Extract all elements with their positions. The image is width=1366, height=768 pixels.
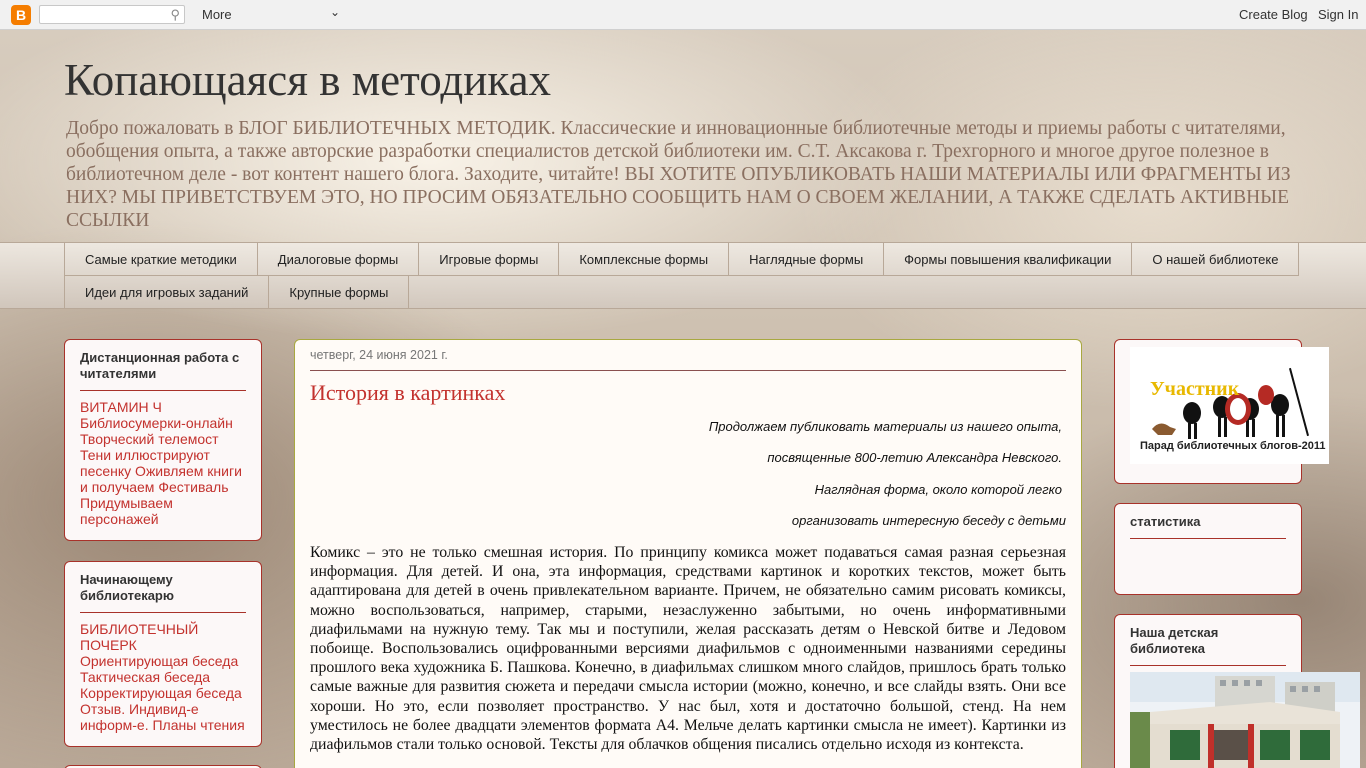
tab-short-methods[interactable]: Самые краткие методики (64, 243, 258, 276)
widget-remote-work (64, 339, 262, 541)
tab-game-forms[interactable]: Игровые формы (419, 243, 559, 276)
post-intro-line: Продолжаем публиковать материалы из нашего опыта, (708, 419, 1062, 434)
widget-beginner-librarian (64, 561, 262, 747)
divider (1130, 538, 1286, 539)
tab-dialog-forms[interactable]: Диалоговые формы (258, 243, 419, 276)
badge-bottom-text: Парад библиотечных блогов-2011 (1140, 440, 1326, 452)
library-photo[interactable] (1130, 672, 1360, 768)
post-date: четверг, 24 июня 2021 г. (310, 348, 448, 362)
create-blog-link[interactable]: Create Blog (1239, 7, 1308, 22)
tab-game-ideas[interactable]: Идеи для игровых заданий (64, 276, 269, 309)
search-icon[interactable]: ⚲ (170, 7, 180, 22)
pages-menu (0, 242, 1366, 309)
blog-description: Добро пожаловать в БЛОГ БИБЛИОТЕЧНЫХ МЕТОДИК. Классические и инновационные библиотечные методы и приемы работы с читателями, обобщения опыта, а также авторские разработки специалистов детской библиотеки им. С.Т. Аксакова г. Трехгорного и многое другое полезное в библиотечном деле - вот контент нашего блога. Заходите, читайте! ВЫ ХОТИТЕ ОПУБЛИКОВАТЬ НАШИ МАТЕРИАЛЫ ИЛИ ФРАГМЕНТЫ ИЗ НИХ? МЫ ПРИВЕТСТВУЕМ ЭТО, НО ПРОСИМ ОБЯЗАТЕЛЬНО СООБЩИТЬ НАМ О СВОЕМ ЖЕЛАНИИ, А ТАКЖЕ СДЕЛАТЬ АКТИВНЫЕ ССЫЛКИ (66, 118, 1291, 231)
widget-links[interactable]: ВИТАМИН Ч Библиосумерки-онлайн Творческий телемост Тени иллюстрируют песенку Оживляем книги и получаем Фестиваль Придумываем персонажей (80, 399, 242, 527)
widget-title: Наша детская библиотека (1130, 625, 1219, 656)
tab-large-forms[interactable]: Крупные формы (269, 276, 409, 309)
more-dropdown[interactable]: More (202, 7, 232, 22)
blog-post (294, 339, 1082, 768)
library-building-image (1130, 672, 1360, 768)
widget-title: статистика (1130, 514, 1201, 529)
divider (1130, 665, 1286, 666)
post-intro-line: организовать интересную беседу с детьми (791, 513, 1066, 528)
blogger-navbar (0, 0, 1366, 30)
blog-title[interactable]: Копающаяся в методиках (64, 55, 552, 105)
badge-top-text: Участник (1150, 378, 1240, 400)
blog-parade-badge-image[interactable] (1130, 347, 1329, 464)
post-intro-line: посвященные 800-летию Александра Невского. (767, 450, 1062, 465)
divider (80, 390, 246, 391)
badge-illustration (1130, 347, 1329, 464)
divider (80, 612, 246, 613)
blogger-logo-icon[interactable]: B (11, 5, 31, 25)
chevron-down-icon[interactable]: ⌄ (330, 5, 341, 19)
divider (310, 370, 1066, 371)
tab-complex-forms[interactable]: Комплексные формы (559, 243, 729, 276)
sign-in-link[interactable]: Sign In (1318, 7, 1359, 22)
widget-title: Дистанционная работа с читателями (80, 350, 240, 381)
search-input[interactable] (39, 5, 185, 24)
post-title[interactable]: История в картинках (310, 380, 506, 405)
tab-qualification-forms[interactable]: Формы повышения квалификации (884, 243, 1132, 276)
widget-statistics (1114, 503, 1302, 595)
post-body: Комикс – это не только смешная история. По принципу комикса может подаваться самая разная серьезная информация. Для детей. И она, эта информация, средствами картинок и коротких текстов, может быть адаптирована для детей в очень привлекательном варианте. Причем, не обязательно самим рисовать комиксы, можно воспользоваться, например, старыми, незаслуженно забытыми, но очень информативными диафильмами на нужную тему. Так мы и поступили, желая рассказать детям о Невской битве и Ледовом побоище. Воспользовались оцифрованными версиями диафильмов с одноименными названиями середины прошлого века художника Б. Пашкова. Конечно, в диафильмах слишком много слайдов, пришлось брать только самые важные для развития сюжета и передачи смысла истории (можно, конечно, и все слайды взять. Они все хороши. Но это, если позволяет пространство. У нас был, хотя и достаточно большой, стенд. На нем уместилось не более двадцати элементов формата А4. Мельче делать картинки смысла не имеет). Картинки из диафильмов стали только основой. Тексты для облачков общения писались отдельно исходя из контекста. (310, 544, 1066, 754)
widget-links[interactable]: БИБЛИОТЕЧНЫЙ ПОЧЕРК Ориентирующая беседа Тактическая беседа Корректирующая беседа Отзыв. Индивид-е информ-е. Планы чтения (80, 621, 245, 733)
tab-visual-forms[interactable]: Наглядные формы (729, 243, 884, 276)
tabs-row-2 (64, 276, 409, 309)
widget-title: Начинающему библиотекарю (80, 572, 174, 603)
tab-about-library[interactable]: О нашей библиотеке (1132, 243, 1299, 276)
tabs-row-1 (64, 243, 1299, 276)
post-intro-line: Наглядная форма, около которой легко (814, 482, 1062, 497)
